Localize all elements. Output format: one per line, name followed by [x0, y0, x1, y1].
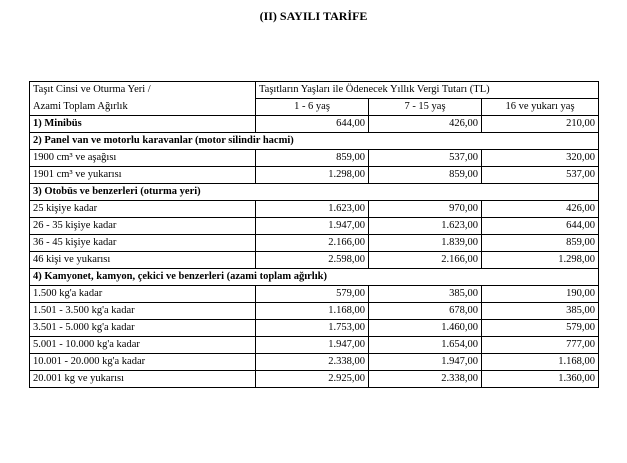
- row-label: 26 - 35 kişiye kadar: [30, 218, 256, 235]
- table-row: [30, 235, 599, 252]
- row-label: 1.501 - 3.500 kg'a kadar: [30, 303, 256, 320]
- cell-value: 678,00: [369, 303, 482, 320]
- header-max-weight-label: Azami Toplam Ağırlık: [33, 101, 128, 112]
- cell-value: 859,00: [256, 150, 369, 167]
- cell-value: 537,00: [482, 167, 599, 184]
- cell-value: 644,00: [482, 218, 599, 235]
- cell-value: 210,00: [482, 116, 599, 133]
- row-label: 20.001 kg ve yukarısı: [30, 371, 256, 388]
- cell-value: 2.338,00: [256, 354, 369, 371]
- cell-value: 2.598,00: [256, 252, 369, 269]
- column-header-7-15: 7 - 15 yaş: [369, 99, 482, 116]
- cell-value: 1.168,00: [482, 354, 599, 371]
- row-label: 1900 cm³ ve aşağısı: [30, 150, 256, 167]
- cell-value: 2.166,00: [256, 235, 369, 252]
- cell-value: 426,00: [369, 116, 482, 133]
- table-row: [30, 303, 599, 320]
- cell-value: 859,00: [369, 167, 482, 184]
- cell-value: 2.925,00: [256, 371, 369, 388]
- section-heading-panelvan: 2) Panel van ve motorlu karavanlar (motor silindir hacmi): [30, 133, 599, 150]
- section-heading-otobus: 3) Otobüs ve benzerleri (oturma yeri): [30, 184, 599, 201]
- cell-value: 1.623,00: [369, 218, 482, 235]
- table-row: [30, 201, 599, 218]
- cell-value: 777,00: [482, 337, 599, 354]
- cell-value: 579,00: [256, 286, 369, 303]
- row-label: 1.500 kg'a kadar: [30, 286, 256, 303]
- cell-value: 1.298,00: [256, 167, 369, 184]
- column-header-16-plus: 16 ve yukarı yaş: [482, 99, 599, 116]
- table-row: [30, 252, 599, 269]
- cell-value: 970,00: [369, 201, 482, 218]
- cell-value: 859,00: [482, 235, 599, 252]
- cell-value: 1.623,00: [256, 201, 369, 218]
- cell-value: 537,00: [369, 150, 482, 167]
- section-heading-kamyonet: 4) Kamyonet, kamyon, çekici ve benzerleri (azami toplam ağırlık): [30, 269, 599, 286]
- table-row: [30, 354, 599, 371]
- column-header-1-6: 1 - 6 yaş: [256, 99, 369, 116]
- header-vehicle-type: [30, 82, 256, 116]
- cell-value: 1.654,00: [369, 337, 482, 354]
- cell-value: 1.168,00: [256, 303, 369, 320]
- table-row: [30, 150, 599, 167]
- row-label: 1901 cm³ ve yukarısı: [30, 167, 256, 184]
- table-row: [30, 286, 599, 303]
- row-label: 46 kişi ve yukarısı: [30, 252, 256, 269]
- table-row: [30, 320, 599, 337]
- cell-value: 644,00: [256, 116, 369, 133]
- header-vehicle-type-label: Taşıt Cinsi ve Oturma Yeri /: [33, 84, 151, 95]
- cell-value: 1.360,00: [482, 371, 599, 388]
- table-row-minibus: [30, 116, 599, 133]
- cell-value: 579,00: [482, 320, 599, 337]
- row-label: 1) Minibüs: [30, 116, 256, 133]
- row-label: 25 kişiye kadar: [30, 201, 256, 218]
- cell-value: 1.947,00: [256, 218, 369, 235]
- table-row: [30, 218, 599, 235]
- row-label: 3.501 - 5.000 kg'a kadar: [30, 320, 256, 337]
- document-title: (II) SAYILI TARİFE: [259, 9, 368, 23]
- cell-value: 320,00: [482, 150, 599, 167]
- cell-value: 1.753,00: [256, 320, 369, 337]
- row-label: 36 - 45 kişiye kadar: [30, 235, 256, 252]
- row-label: 10.001 - 20.000 kg'a kadar: [30, 354, 256, 371]
- cell-value: 1.947,00: [256, 337, 369, 354]
- cell-value: 1.460,00: [369, 320, 482, 337]
- cell-value: 385,00: [369, 286, 482, 303]
- table-row: [30, 167, 599, 184]
- row-label: 5.001 - 10.000 kg'a kadar: [30, 337, 256, 354]
- table-row: [30, 371, 599, 388]
- header-annual-tax-group: Taşıtların Yaşları ile Ödenecek Yıllık Vergi Tutarı (TL): [256, 82, 599, 99]
- cell-value: 1.947,00: [369, 354, 482, 371]
- cell-value: 190,00: [482, 286, 599, 303]
- tariff-table: [29, 81, 599, 388]
- cell-value: 1.839,00: [369, 235, 482, 252]
- table-row: [30, 337, 599, 354]
- cell-value: 385,00: [482, 303, 599, 320]
- cell-value: 2.166,00: [369, 252, 482, 269]
- cell-value: 2.338,00: [369, 371, 482, 388]
- cell-value: 426,00: [482, 201, 599, 218]
- cell-value: 1.298,00: [482, 252, 599, 269]
